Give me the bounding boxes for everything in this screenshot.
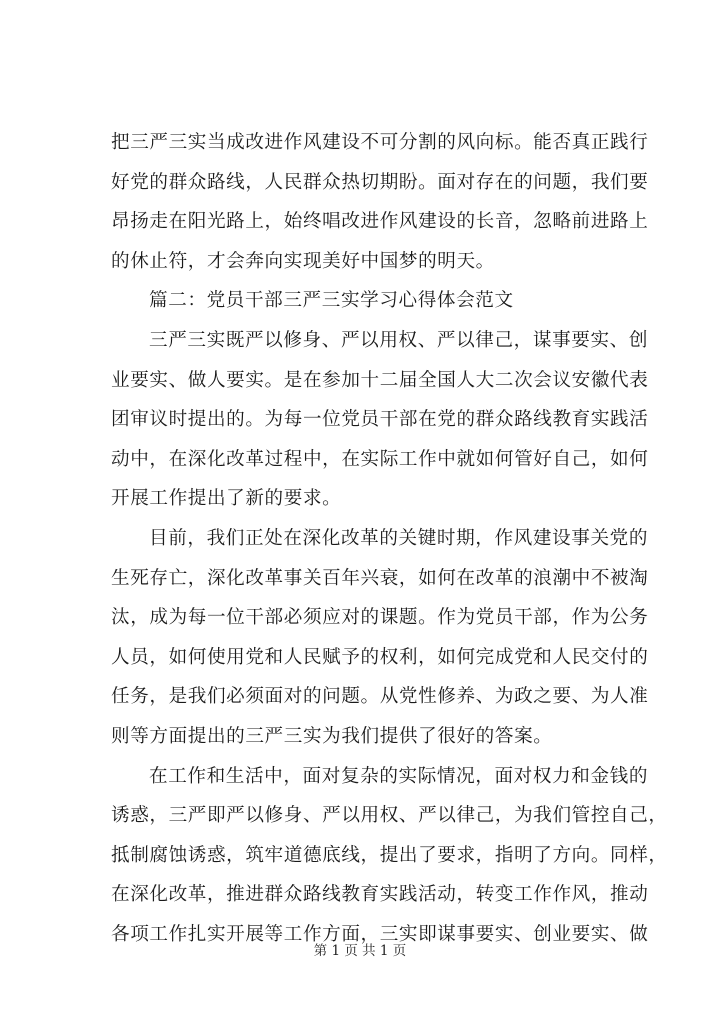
text-line: 三严三实既严以修身、严以用权、严以律己，谋事要实、创 <box>149 329 649 351</box>
paragraph-3 <box>111 519 649 757</box>
document-body <box>111 123 668 954</box>
text-line: 则等方面提出的三严三实为我们提供了很好的答案。 <box>111 725 553 747</box>
text-line: 汰，成为每一位干部必须应对的课题。作为党员干部，作为公务 <box>111 607 649 629</box>
text-line: 昂扬走在阳光路上，始终唱改进作风建设的长音，忽略前进路上 <box>111 211 649 233</box>
text-line: 开展工作提出了新的要求。 <box>111 488 342 510</box>
text-line: 好党的群众路线，人民群众热切期盼。面对存在的问题，我们要 <box>111 171 649 193</box>
text-line: 动中，在深化改革过程中，在实际工作中就如何管好自己，如何 <box>111 448 649 470</box>
text-line: 诱惑，三严即严以修身、严以用权、严以律己，为我们管控自己， <box>111 805 668 827</box>
paragraph-4 <box>111 757 668 955</box>
text-line: 目前，我们正处在深化改革的关键时期，作风建设事关党的 <box>149 527 649 549</box>
text-line: 生死存亡，深化改革事关百年兴衰，如何在改革的浪潮中不被淘 <box>111 567 649 589</box>
text-line: 在深化改革，推进群众路线教育实践活动，转变工作作风，推动 <box>111 884 649 906</box>
text-line: 各项工作扎实开展等工作方面，三实即谋事要实、创业要实、做 <box>111 923 649 945</box>
text-line: 抵制腐蚀诱惑，筑牢道德底线，提出了要求，指明了方向。同样， <box>111 844 668 866</box>
text-line: 人员，如何使用党和人民赋予的权利，如何完成党和人民交付的 <box>111 646 649 668</box>
page-footer: 第 1 页 共 1 页 <box>313 943 407 959</box>
paragraph-2 <box>111 321 649 519</box>
text-line: 的休止符，才会奔向实现美好中国梦的明天。 <box>111 250 495 272</box>
text-line: 团审议时提出的。为每一位党员干部在党的群众路线教育实践活 <box>111 409 649 431</box>
text-line: 在工作和生活中，面对复杂的实际情况，面对权力和金钱的 <box>149 765 649 787</box>
text-line: 把三严三实当成改进作风建设不可分割的风向标。能否真正践行 <box>111 132 649 153</box>
text-line: 业要实、做人要实。是在参加十二届全国人大二次会议安徽代表 <box>111 369 649 391</box>
text-line: 任务，是我们必须面对的问题。从党性修养、为政之要、为人准 <box>111 686 649 708</box>
paragraph-1 <box>111 123 649 281</box>
section-heading: 篇二：党员干部三严三实学习心得体会范文 <box>149 290 514 312</box>
